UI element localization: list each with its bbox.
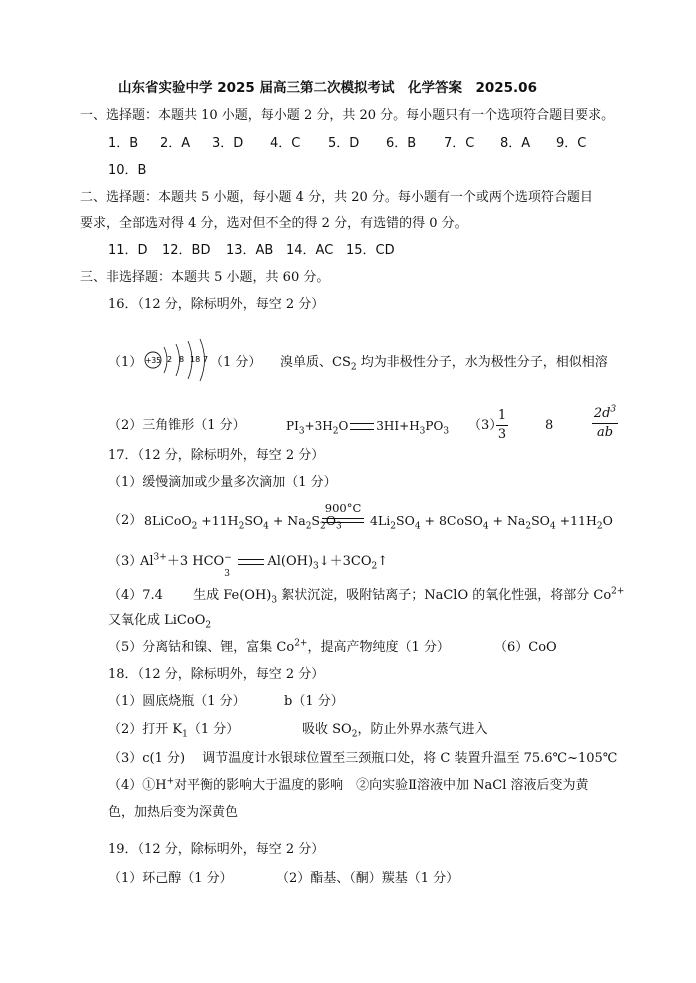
q18-part4-line2: 色，加热后变为深黄色 — [108, 805, 239, 820]
q16-part2 — [108, 404, 688, 442]
q18-part2: （2）打开 $K_1(1$ 分） 吸收 $SO_2$，防止外界水蒸气进入 — [108, 722, 488, 740]
shell-electron-count: 8 — [179, 355, 185, 364]
section-1-answers — [108, 136, 668, 152]
q18-part4-line1: （4）①H+对平衡的影响大于温度的影响 ②向实验Ⅱ溶液中加 NaCl 溶液后变为黄 — [108, 776, 589, 793]
answer: 10．B — [108, 163, 147, 178]
equation-equals-line — [238, 559, 264, 565]
part-label: （1） — [108, 355, 143, 370]
answer: 9．C — [556, 136, 587, 151]
ionic-equation: $Al^{3+}+3$ HCO − 3 $Al(OH)_3↓+3CO_2↑$ — [140, 552, 389, 579]
q17-part5: （5）分离钴和镍、锂，富集 $Co^{2+}$，提高产物纯度（1 分） （6）CoO — [108, 638, 557, 655]
q16-part1 — [108, 355, 688, 375]
answer: 2．A — [160, 136, 191, 151]
q18-part1: （1）圆底烧瓶（1 分） b（1 分） — [108, 694, 344, 709]
section-1-heading: 一、选择题：本题共 10 小题，每小题 2 分，共 20 分。每小题只有一个选项符合题目要求。 — [80, 108, 615, 123]
atom-structure-diagram — [142, 333, 220, 387]
reaction-condition: 900°C — [322, 500, 364, 523]
page-title: 山东省实验中学 2025 届高三第二次模拟考试 化学答案 2025.06 — [118, 80, 537, 96]
answer: 8．A — [500, 136, 531, 151]
equation-right-side: $4Li_2SO_4$ + 8CoSO$_4$ + $Na_2SO_4 +11H_2O$ — [370, 513, 613, 532]
q18-part3: （3）c(1 分) 调节温度计水银球位置至三颈瓶口处，将 C 装置升温至 75.6℃~105℃ — [108, 751, 618, 766]
answer-value: 8 — [545, 418, 554, 433]
q17-part4-line1: （4）7.4 生成 $Fe(OH)_3$ 絮状沉淀，吸附钴离子；NaClO 的氧化性强，将部分 $Co^{2+}$ — [108, 586, 625, 606]
q17-part3 — [108, 552, 508, 579]
part-label: （2） — [108, 513, 143, 528]
atom-nucleus-label: +35 — [145, 356, 161, 365]
q19-header: 19．（12 分，除标明外，每空 2 分） — [108, 842, 325, 857]
answer: 11．D — [108, 243, 148, 258]
answer: 15．CD — [346, 243, 395, 258]
score-note: （1 分） — [210, 355, 262, 370]
q17-header: 17．（12 分，除标明外，每空 2 分） — [108, 448, 325, 463]
section-2-heading-line1: 二、选择题：本题共 5 小题，每小题 4 分，共 20 分。每小题有一个或两个选项符合题目 — [80, 190, 593, 205]
q17-part1: （1）缓慢滴加或少量多次滴加（1 分） — [108, 475, 337, 490]
q17-part6: （6）CoO — [494, 640, 557, 655]
part-label: （3） — [108, 554, 143, 569]
shell-electron-count: 2 — [167, 355, 173, 364]
answer: 6．B — [386, 136, 417, 151]
q18-header: 18．（12 分，除标明外，每空 2 分） — [108, 667, 325, 682]
answer: 1．B — [108, 136, 139, 151]
fraction-2d3-over-ab: $2d^3$ ab — [593, 404, 617, 440]
answer: 3．D — [212, 136, 244, 151]
answer: 4．C — [270, 136, 301, 151]
answer: 12．BD — [162, 243, 211, 258]
q17-part2 — [108, 501, 688, 532]
equation-equals-line — [350, 423, 374, 430]
equation-left-side: 8LiCoO$_2$ $+11H_2SO_4 + Na_2S_2O_3$ — [144, 513, 342, 532]
equation-equals-line — [322, 518, 364, 523]
q19-parts: （1）环己醇（1 分） （2）酯基、（酮）羰基（1 分） — [108, 871, 460, 886]
shell-electron-count: 18 — [190, 355, 201, 364]
q16-part2-text: （2）三角锥形（1 分） — [108, 418, 246, 433]
fraction-one-third: 1 3 — [497, 408, 507, 442]
part-label: （3） — [468, 418, 503, 433]
shell-electron-count: 7 — [203, 355, 209, 364]
answer: 7．C — [444, 136, 475, 151]
answer: 14．AC — [286, 243, 334, 258]
answer: 13．AB — [226, 243, 274, 258]
q16-part1-text: 溴单质、$CS_2$ 均为非极性分子，水为极性分子，相似相溶 — [280, 355, 608, 373]
section-2-answers — [108, 243, 508, 259]
q16-header: 16．（12 分，除标明外，每空 2 分） — [108, 297, 325, 312]
section-2-heading-line2: 要求，全部选对得 4 分，选对但不全的得 2 分，有选错的得 0 分。 — [80, 216, 468, 231]
answer: 5．D — [328, 136, 360, 151]
section-3-heading: 三、非选择题：本题共 5 小题，共 60 分。 — [80, 270, 330, 285]
q17-part4-line2: 又氧化成 LiCoO$_2$ — [108, 613, 212, 631]
equation-pi3-hydrolysis: $PI_3+3H_2O$ $3HI+H_3PO_3$ — [286, 419, 450, 437]
